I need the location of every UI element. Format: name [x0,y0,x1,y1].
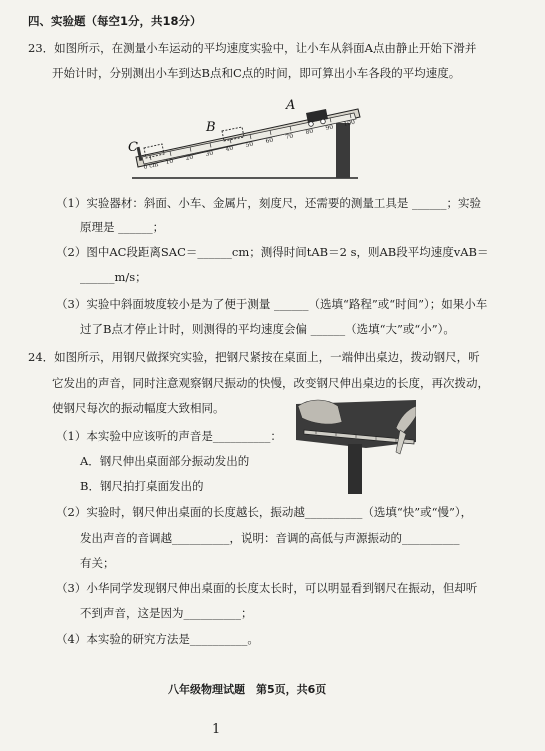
ruler-tick-label: 70 [284,132,294,141]
q24-stem-line3: 使钢尺每次的振动幅度大致相同。 [52,401,225,415]
point-a-label: A [286,98,296,113]
ruler-tick-label: 0 cm [142,161,159,171]
ruler-tick-label: 10 [164,157,174,166]
q24-option-a: A．钢尺伸出桌面部分振动发出的 [80,454,250,468]
q24-stem-line2: 它发出的声音，同时注意观察钢尺振动的快慢，改变钢尺伸出桌边的长度，再次拨动， [52,376,489,390]
ruler-tick-label: 50 [244,140,254,149]
q23-stem-line1: 23．如图所示，在测量小车运动的平均速度实验中，让小车从斜面A点由静止开始下滑并 [28,41,477,55]
point-c-label: C [128,140,138,155]
q23-part3-line2: 过了B点才停止计时，则测得的平均速度会偏 ______（选填“大”或“小”）。 [80,322,455,336]
ruler-tick-label: 40 [224,144,234,153]
q24-part1: （1）本实验中应该听的声音是__________： [56,429,282,443]
q23-part1-line1: （1）实验器材：斜面、小车、金属片，刻度尺，还需要的测量工具是 ______；实验 [56,196,481,210]
q23-part3-line1: （3）实验中斜面坡度较小是为了便于测量 ______（选填“路程”或“时间”）；如果小车 [56,297,488,311]
q24-part2-line1: （2）实验时，钢尺伸出桌面的长度越长，振动越__________（选填“快”或“慢”）， [56,505,473,519]
q24-part3-line2: 不到声音，这是因为__________； [80,606,253,620]
q23-part1-line2: 原理是 ______； [80,220,165,234]
q24-stem-line1: 24．如图所示，用钢尺做探究实验，把钢尺紧按在桌面上，一端伸出桌边，拨动钢尺，听 [28,350,480,364]
ruler-tick-label: 20 [184,153,194,162]
q24-part4: （4）本实验的研究方法是__________。 [56,632,259,646]
ruler-tick-label: 100 [342,118,356,128]
ruler-tick-label: 80 [304,127,314,136]
q24-part3-line1: （3）小华同学发现钢尺伸出桌面的长度太长时，可以明显看到钢尺在振动，但却听 [56,581,478,595]
q23-part2-line2: ______m/s； [80,270,147,284]
q24-option-b: B．钢尺拍打桌面发出的 [80,479,204,493]
ruler-tick-label: 30 [204,149,214,158]
q24-part2-line2: 发出声音的音调越__________，说明：音调的高低与声源振动的__________ [80,531,460,545]
ruler-tick-label: 60 [264,136,274,145]
bottom-mark: 1 [212,722,221,737]
q24-ruler-figure [296,396,416,496]
page-footer: 八年级物理试题 第5页，共6页 [168,683,327,696]
point-b-label: B [206,120,216,135]
ruler-tick-label: 90 [324,123,334,132]
q24-part2-line3: 有关； [80,556,115,570]
section-title: 四、实验题（每空1分，共18分） [28,14,202,28]
q23-incline-figure [110,85,390,185]
q23-stem-line2: 开始计时，分别测出小车到达B点和C点的时间，即可算出小车各段的平均速度。 [52,66,461,80]
q23-part2-line1: （2）图中AC段距离SAC＝______cm；测得时间tAB＝2 s，则AB段平均速度vAB＝ [56,245,489,259]
